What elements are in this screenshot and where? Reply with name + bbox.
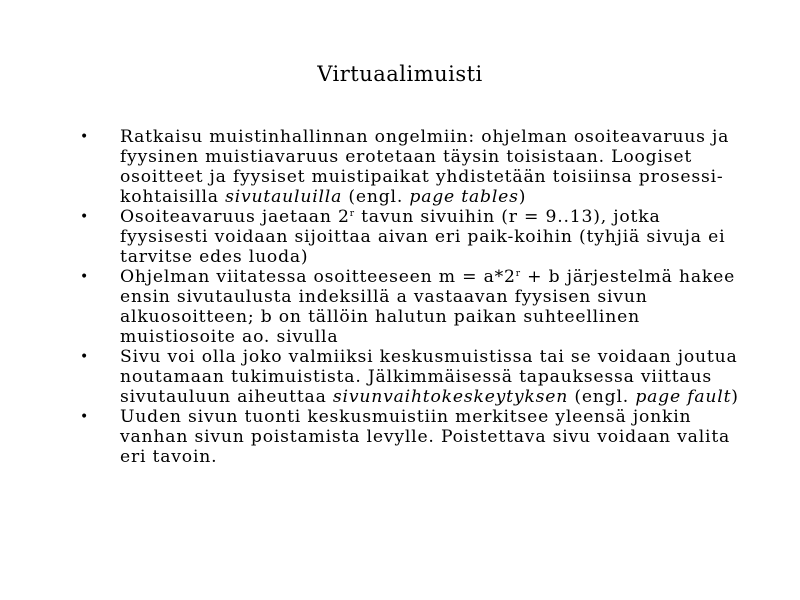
item-text: Osoiteavaruus jaetaan 2	[120, 207, 350, 227]
item-text: )	[518, 187, 527, 207]
list-item	[78, 267, 748, 347]
item-emphasis: page tables	[409, 187, 519, 207]
list-item	[78, 407, 748, 467]
item-text: tavun sivuihin (r = 9..13), jotka fyysisesti voidaan sijoittaa aivan eri paik-koihin (tyhjiä sivuja ei tarvitse edes luoda)	[120, 207, 726, 267]
bullet-icon: •	[80, 269, 90, 285]
list-item	[78, 127, 748, 207]
bullet-icon: •	[80, 349, 90, 365]
bullet-icon: •	[80, 209, 90, 225]
item-emphasis: sivunvaihtokeskeytyksen	[332, 387, 569, 407]
item-text: Ohjelman viitatessa osoitteeseen m = a*2	[120, 267, 516, 287]
item-text: Ratkaisu muistinhallinnan ongelmiin: ohjelman osoiteavaruus ja fyysinen muistiavaruus erotetaan täysin toisistaan. Loogiset osoitteet ja fyysiset muistipaikat yhdistetään toisiinsa prosessi-kohtaisilla	[120, 127, 730, 207]
list-item	[78, 347, 748, 407]
list-item	[78, 207, 748, 267]
item-text: + b järjestelmä hakee ensin sivutaulusta indeksillä a vastaavan fyysisen sivun alkuosoitteen; b on tällöin halutun paikan suhteellinen muistiosoite ao. sivulla	[120, 267, 736, 347]
bullet-list	[78, 127, 748, 467]
bullet-icon: •	[80, 409, 90, 425]
exponent: r	[515, 269, 521, 279]
item-text: )	[731, 387, 739, 407]
item-text: Uuden sivun tuonti keskusmuistiin merkitsee yleensä jonkin vanhan sivun poistamista levylle. Poistettava sivu voidaan valita eri tavoin.	[120, 407, 731, 467]
item-text: (engl.	[342, 187, 410, 207]
item-text: Sivu voi olla joko valmiiksi keskusmuistissa tai se voidaan joutua noutamaan tukimuistista. Jälkimmäisessä tapauksessa viittaus sivutauluun aiheuttaa	[120, 347, 738, 407]
slide-title: Virtuaalimuisti	[317, 62, 483, 86]
item-emphasis: sivutauluilla	[225, 187, 343, 207]
bullet-icon: •	[80, 129, 90, 145]
item-text: (engl.	[568, 387, 636, 407]
exponent: r	[349, 209, 355, 219]
item-emphasis: page fault	[635, 387, 732, 407]
